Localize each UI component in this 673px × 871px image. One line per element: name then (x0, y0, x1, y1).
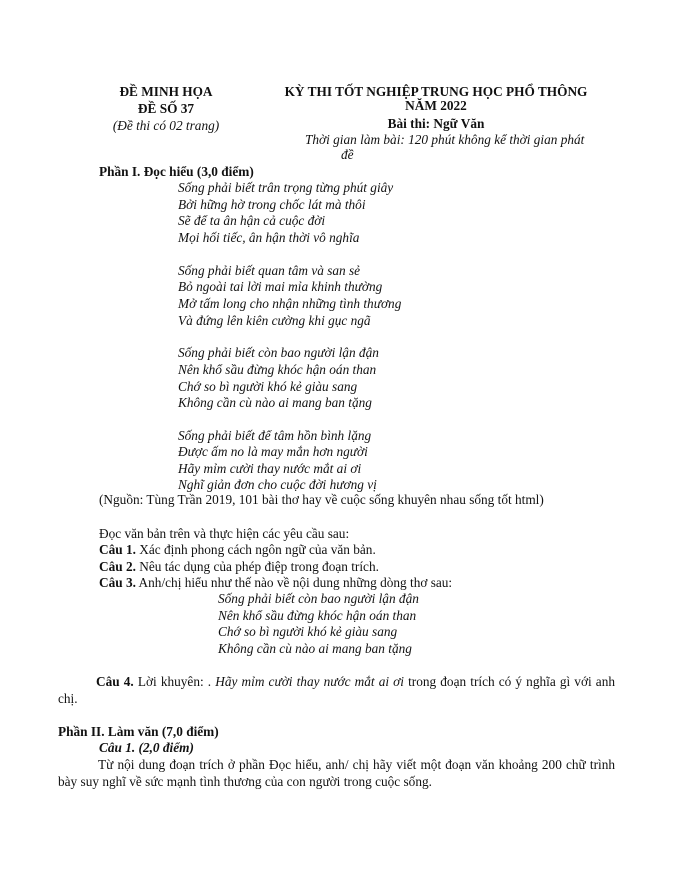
poem-line: Mở tấm long cho nhận những tình thương (178, 296, 402, 311)
poem-line: Sống phải biết trân trọng từng phút giây (178, 180, 394, 195)
quote-line: Sống phải biết còn bao người lận đận (218, 591, 419, 606)
question-label: Câu 2. (99, 559, 136, 574)
question-label: Câu 1. (99, 542, 136, 557)
part2-heading: Phần II. Làm văn (7,0 điểm) (58, 724, 219, 739)
instruction: Đọc văn bản trên và thực hiện các yêu cầu sau: (99, 526, 350, 541)
question-label: Câu 3. (99, 575, 136, 590)
poem-line: Bỏ ngoài tai lời mai mỉa khinh thường (178, 279, 383, 294)
question-text: Xác định phong cách ngôn ngữ của văn bản. (135, 542, 376, 557)
question-text: Nêu tác dụng của phép điệp trong đoạn trích. (135, 559, 379, 574)
exam-title: KỲ THI TỐT NGHIỆP TRUNG HỌC PHỔ THÔNG (284, 84, 588, 99)
question-text: Anh/chị hiểu như thế nào về nội dung những dòng thơ sau: (135, 575, 453, 590)
quote-line: Không cần cù nào ai mang ban tặng (218, 641, 412, 656)
quote-line: Chớ so bì người khó kẻ giàu sang (218, 624, 398, 639)
part2-question-1-text: Từ nội dung đoạn trích ở phần Đọc hiểu, anh/ chị hãy viết một đoạn văn khoảng 200 chữ trình bày suy nghĩ về sức mạnh tình thương của con người trong cuộc sống. (58, 757, 615, 789)
poem-line: Nên khổ sầu đừng khóc hận oán than (178, 362, 377, 377)
time-allowed-cont: đề (341, 147, 354, 162)
poem-line: Sống phải biết để tâm hồn bình lặng (178, 428, 372, 443)
page-count-note: (Đề thi có 02 trang) (112, 118, 220, 133)
poem-line: Sẽ để ta ân hận cả cuộc đời (178, 213, 326, 228)
poem-line: Mọi hối tiếc, ân hận thời vô nghĩa (178, 230, 360, 245)
exam-year: NĂM 2022 (405, 98, 467, 113)
exam-number: ĐỀ SỐ 37 (137, 101, 195, 116)
question-label: Câu 4. (96, 674, 134, 689)
question-1 (99, 542, 376, 559)
poem-line: Sống phải biết còn bao người lận đận (178, 345, 379, 360)
poem-line: Nghĩ giản đơn cho cuộc đời hương vị (178, 477, 377, 492)
question-3 (99, 575, 452, 592)
exam-label: ĐỀ MINH HỌA (119, 84, 213, 99)
time-allowed: Thời gian làm bài: 120 phút không kể thời gian phát (305, 132, 585, 147)
question-4 (58, 674, 615, 707)
poem-line: Hãy mỉm cười thay nước mắt ai ơi (178, 461, 362, 476)
question-quote: Hãy mỉm cười thay nước mắt ai ơi (215, 674, 404, 689)
question-text-end: trong đoạn trích có ý nghĩa gì với anh chị. (58, 674, 615, 706)
subject: Bài thi: Ngữ Văn (387, 116, 485, 131)
poem-line: Không cần cù nào ai mang ban tặng (178, 395, 372, 410)
poem-source: (Nguồn: Tùng Trần 2019, 101 bài thơ hay về cuộc sống khuyên nhau sống tốt html) (99, 492, 544, 507)
quote-line: Nên khổ sầu đừng khóc hận oán than (218, 608, 417, 623)
part2-question-1-heading: Câu 1. (2,0 điểm) (99, 740, 194, 755)
poem-line: Chớ so bì người khó kẻ giàu sang (178, 379, 358, 394)
part1-heading: Phần I. Đọc hiểu (3,0 điểm) (99, 164, 254, 179)
poem-line: Bởi hững hờ trong chốc lát mà thôi (178, 197, 366, 212)
poem-line: Được ấm no là may mắn hơn người (178, 444, 368, 459)
question-2 (99, 559, 379, 576)
poem-line: Và đứng lên kiên cường khi gục ngã (178, 313, 371, 328)
poem-line: Sống phải biết quan tâm và san sẻ (178, 263, 361, 278)
question-text: Lời khuyên: . (133, 674, 216, 689)
